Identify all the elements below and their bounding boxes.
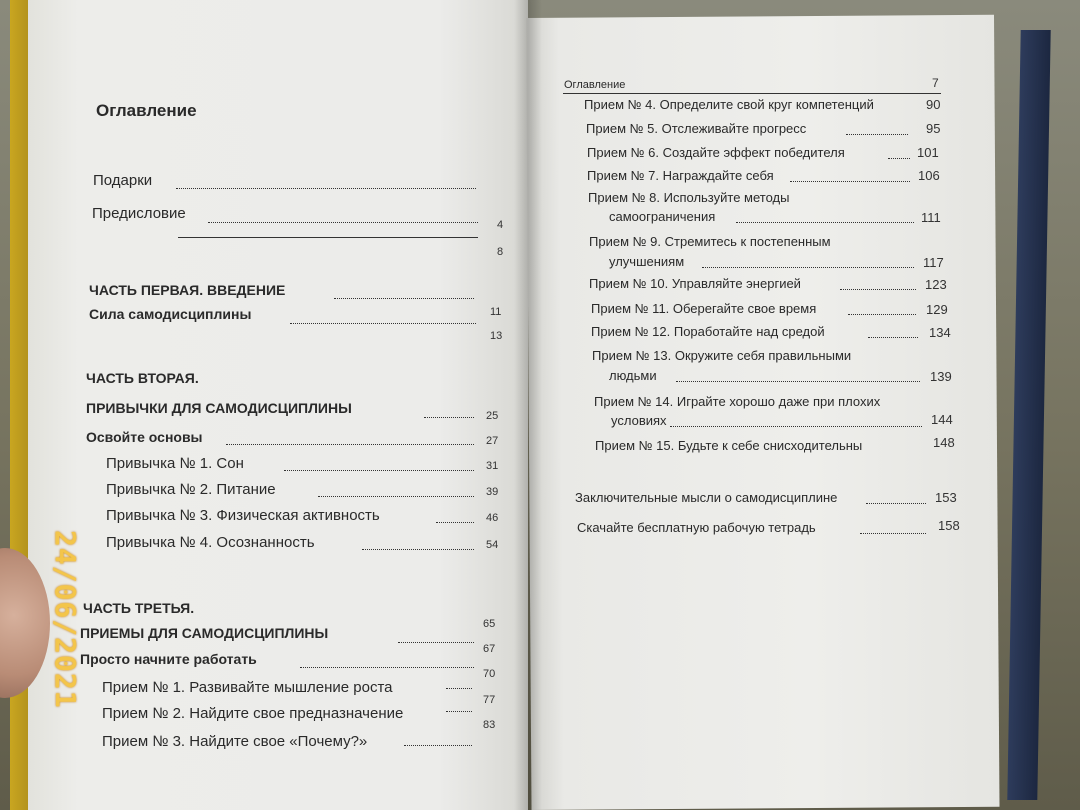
page-number: 106 <box>918 168 940 183</box>
leader-dots <box>290 323 476 324</box>
leader-dots <box>176 188 476 189</box>
toc-entry-priem-14: Прием № 14. Играйте хорошо даже при плохих <box>594 394 881 409</box>
leader-dots <box>846 134 908 135</box>
page-number: 153 <box>935 490 957 505</box>
toc-entry-part-one: ЧАСТЬ ПЕРВАЯ. ВВЕДЕНИЕ <box>89 282 286 298</box>
leader-dots <box>860 533 926 534</box>
toc-entry-final-thoughts: Заключительные мысли о самодисциплине <box>575 490 838 505</box>
leader-dots <box>888 158 910 159</box>
toc-entry-priem-4: Прием № 4. Определите свой круг компетенций <box>584 97 874 112</box>
toc-entry-habit-3: Привычка № 3. Физическая активность <box>106 507 380 524</box>
page-number: 117 <box>923 255 944 270</box>
toc-entry-priem-5: Прием № 5. Отслеживайте прогресс <box>586 121 807 136</box>
page-number: 31 <box>486 460 499 472</box>
page-number: 83 <box>483 719 496 731</box>
page-number: 101 <box>917 145 939 160</box>
toc-entry-priem-1: Прием № 1. Развивайте мышление роста <box>102 679 393 696</box>
toc-entry-sila: Сила самодисциплины <box>89 306 252 322</box>
page-number: 111 <box>921 210 941 225</box>
leader-dots <box>334 298 474 299</box>
toc-entry-nachnite: Просто начните работать <box>80 651 257 667</box>
toc-entry-habit-2: Привычка № 2. Питание <box>106 481 276 498</box>
page-number: 65 <box>483 618 496 630</box>
toc-entry-priemy: ПРИЕМЫ ДЛЯ САМОДИСЦИПЛИНЫ <box>80 625 329 641</box>
toc-entry-priem-3: Прием № 3. Найдите свое «Почему?» <box>102 733 368 750</box>
toc-entry-predislovie: Предисловие <box>92 205 186 222</box>
leader-dots <box>676 381 920 382</box>
page-number: 139 <box>930 369 952 384</box>
page-number: 144 <box>931 412 953 427</box>
leader-dots <box>436 522 474 523</box>
folio: 7 <box>932 76 939 90</box>
toc-entry-priem-2: Прием № 2. Найдите свое предназначение <box>102 705 404 722</box>
leader-dots <box>362 549 474 550</box>
toc-entry-priem-10: Прием № 10. Управляйте энергией <box>589 276 801 291</box>
page-number: 158 <box>938 518 960 533</box>
page-number: 13 <box>490 330 503 342</box>
toc-title: Оглавление <box>96 101 197 120</box>
leader-dots <box>702 267 914 268</box>
leader-dots <box>866 503 926 504</box>
toc-entry-osnovy: Освойте основы <box>86 429 203 445</box>
page-number: 46 <box>486 512 499 524</box>
toc-entry-priem-11: Прием № 11. Оберегайте свое время <box>591 301 817 316</box>
running-head: Оглавление <box>564 79 626 91</box>
page-number: 95 <box>926 121 941 136</box>
page-number: 27 <box>486 435 499 447</box>
page-number: 134 <box>929 325 951 340</box>
book-gutter <box>514 0 542 810</box>
leader-dots <box>840 289 916 290</box>
toc-entry-priem-6: Прием № 6. Создайте эффект победителя <box>587 145 845 160</box>
leader-dots <box>318 496 474 497</box>
leader-rule <box>178 237 478 238</box>
toc-entry-priem-12: Прием № 12. Поработайте над средой <box>591 324 825 339</box>
page-number: 70 <box>483 668 496 680</box>
page-number: 25 <box>486 410 499 422</box>
date-stamp: 24/06/2021 <box>49 530 82 709</box>
toc-entry-part-two: ЧАСТЬ ВТОРАЯ. <box>86 370 199 386</box>
leader-dots <box>868 337 918 338</box>
page-number: 54 <box>486 539 499 551</box>
leader-dots <box>398 642 474 643</box>
toc-entry-part-three: ЧАСТЬ ТРЕТЬЯ. <box>83 600 195 616</box>
toc-entry-priem-9-cont: улучшениям <box>609 254 685 269</box>
leader-dots <box>208 222 478 223</box>
toc-entry-habit-1: Привычка № 1. Сон <box>106 455 244 472</box>
toc-entry-priem-8: Прием № 8. Используйте методы <box>588 190 790 205</box>
leader-dots <box>300 667 474 668</box>
toc-entry-priem-9: Прием № 9. Стремитесь к постепенным <box>589 234 831 249</box>
page-number: 11 <box>490 306 502 318</box>
page-number: 67 <box>483 643 496 655</box>
leader-dots <box>404 745 472 746</box>
leader-dots <box>424 417 474 418</box>
leader-dots <box>446 688 472 689</box>
page-number: 90 <box>926 97 941 112</box>
leader-dots <box>848 314 916 315</box>
toc-entry-workbook: Скачайте бесплатную рабочую тетрадь <box>577 520 816 535</box>
page-number: 8 <box>497 246 504 258</box>
running-head-rule <box>563 93 941 94</box>
page-number: 77 <box>483 694 496 706</box>
toc-entry-priem-13: Прием № 13. Окружите себя правильными <box>592 348 852 363</box>
toc-entry-priem-8-cont: самоограничения <box>609 209 716 224</box>
leader-dots <box>736 222 914 223</box>
page-number: 148 <box>933 435 955 450</box>
page-number: 39 <box>486 486 499 498</box>
toc-entry-podarki: Подарки <box>93 172 153 189</box>
toc-entry-privychki: ПРИВЫЧКИ ДЛЯ САМОДИСЦИПЛИНЫ <box>86 400 352 416</box>
leader-dots <box>790 181 910 182</box>
toc-entry-priem-7: Прием № 7. Награждайте себя <box>587 168 774 183</box>
page-number: 123 <box>925 277 947 292</box>
toc-entry-priem-13-cont: людьми <box>609 368 657 383</box>
leader-dots <box>284 470 474 471</box>
leader-dots <box>226 444 474 445</box>
toc-entry-habit-4: Привычка № 4. Осознанность <box>106 534 315 551</box>
page-number: 4 <box>497 219 504 231</box>
page-number: 129 <box>926 302 948 317</box>
toc-entry-priem-15: Прием № 15. Будьте к себе снисходительны <box>595 438 863 453</box>
leader-dots <box>670 426 922 427</box>
toc-entry-priem-14-cont: условиях <box>611 413 667 428</box>
leader-dots <box>446 711 472 712</box>
